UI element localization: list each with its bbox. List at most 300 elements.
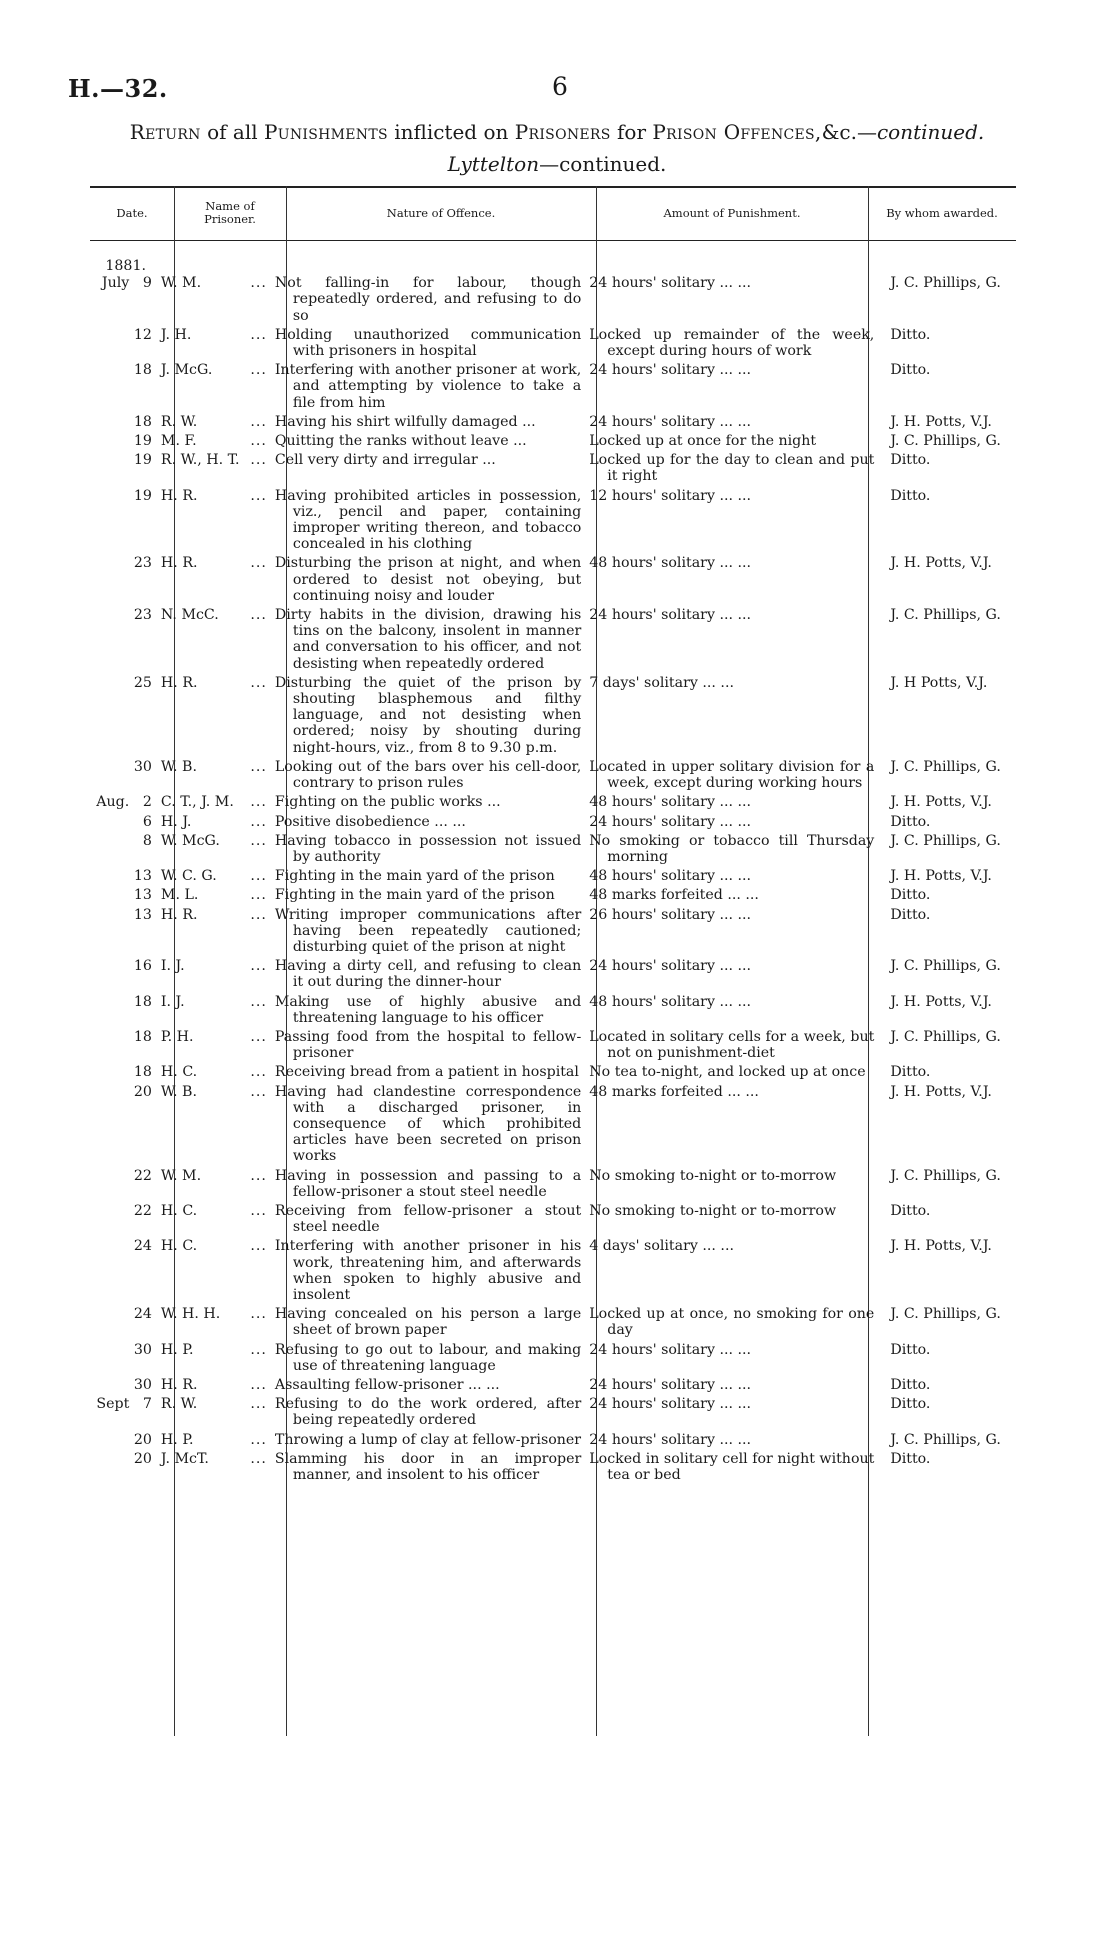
- row-day: 30: [133, 758, 152, 775]
- prisoner-name-text: J. McT.: [160, 1450, 209, 1467]
- row-awarded-by: J. C. Phillips, G.: [890, 832, 1001, 849]
- page-id: H.—32.: [68, 74, 168, 103]
- row-month: Aug.: [96, 794, 130, 811]
- row-prisoner-name: [155, 1451, 271, 1483]
- offence-text: Not falling-in for labour, though repeatedly ordered, and refusing to do so: [274, 275, 582, 324]
- prisoner-name-text: J. McG.: [160, 362, 213, 379]
- row-punishment: Locked in solitary cell for night without tea or bed: [589, 1450, 875, 1484]
- row-offence: [271, 675, 589, 756]
- row-day: 20: [133, 1083, 152, 1100]
- prisoner-name-text: N. McC.: [160, 607, 219, 624]
- row-punishment: No smoking to-night or to-morrow: [589, 1202, 837, 1219]
- prisoner-name-text: M. L.: [160, 887, 199, 904]
- prisoner-name-text: W. B.: [160, 758, 197, 775]
- row-prisoner-name: [155, 1203, 271, 1235]
- row-offence: [271, 327, 589, 359]
- row-day: 16: [133, 958, 152, 975]
- row-punishment: 24 hours' solitary ... ...: [589, 958, 752, 975]
- prisoner-name-text: W. H. H.: [160, 1306, 221, 1323]
- table-row: [90, 994, 1016, 1026]
- row-month: [90, 1168, 132, 1200]
- row-offence: [271, 488, 589, 553]
- offence-text: Quitting the ranks without leave ...: [274, 433, 527, 450]
- row-month: July: [101, 275, 130, 292]
- row-day: 23: [133, 555, 152, 572]
- offence-text: Having his shirt wilfully damaged ...: [274, 413, 536, 430]
- leader-dots: ...: [250, 1083, 267, 1100]
- row-day: 7: [142, 1396, 152, 1413]
- row-prisoner-name: [155, 452, 271, 484]
- document-subtitle: [0, 152, 1114, 176]
- punishments-table: [90, 186, 1016, 1736]
- row-prisoner-name: [155, 1064, 271, 1080]
- row-month: [90, 1306, 132, 1338]
- row-month: [90, 1377, 132, 1393]
- offence-text: Fighting in the main yard of the prison: [274, 868, 555, 885]
- row-punishment: Located in upper solitary division for a week, except during working hours: [589, 758, 875, 792]
- row-punishment: 24 hours' solitary ... ...: [589, 413, 752, 430]
- row-punishment: 48 hours' solitary ... ...: [589, 794, 752, 811]
- prisoner-name-text: P. H.: [160, 1028, 194, 1045]
- prisoner-name-text: W. M.: [160, 1167, 202, 1184]
- row-punishment: Locked up for the day to clean and put it right: [589, 452, 875, 485]
- title-word: inflicted on: [394, 120, 509, 144]
- prisoner-name-text: I. J.: [160, 958, 185, 975]
- leader-dots: ...: [250, 868, 267, 885]
- prisoner-name-text: W. C. G.: [160, 868, 217, 885]
- row-day: 20: [133, 1450, 152, 1467]
- row-punishment: 24 hours' solitary ... ...: [589, 275, 752, 292]
- row-day: 18: [133, 993, 152, 1010]
- row-day: 19: [133, 452, 152, 469]
- row-prisoner-name: [155, 607, 271, 672]
- row-month: [90, 907, 132, 956]
- row-offence: [271, 362, 589, 411]
- table-row: [90, 1084, 1016, 1165]
- table-row: [90, 488, 1016, 553]
- row-offence: [271, 1084, 589, 1165]
- row-prisoner-name: [155, 887, 271, 903]
- table-row: [90, 1064, 1016, 1080]
- row-prisoner-name: [155, 362, 271, 411]
- row-prisoner-name: [155, 759, 271, 791]
- subtitle-place: Lyttelton: [447, 152, 540, 176]
- table-row: [90, 1342, 1016, 1374]
- table-row: [90, 433, 1016, 449]
- leader-dots: ...: [250, 674, 267, 691]
- offence-text: Assaulting fellow-prisoner ... ...: [274, 1377, 500, 1393]
- offence-text: Cell very dirty and irregular ...: [274, 452, 496, 469]
- prisoner-name-text: H. R.: [160, 674, 198, 691]
- row-offence: [271, 452, 589, 484]
- row-punishment: 48 hours' solitary ... ...: [589, 993, 752, 1010]
- leader-dots: ...: [250, 607, 267, 624]
- leader-dots: ...: [250, 958, 267, 975]
- prisoner-name-text: C. T., J. M.: [160, 794, 234, 811]
- row-punishment: No tea to-night, and locked up at once: [589, 1064, 866, 1081]
- row-month: [90, 555, 132, 604]
- table-row: [90, 1029, 1016, 1061]
- row-prisoner-name: [155, 907, 271, 956]
- table-row: [90, 675, 1016, 756]
- row-awarded-by: Ditto.: [890, 487, 931, 504]
- row-day: 30: [133, 1341, 152, 1358]
- leader-dots: ...: [250, 1028, 267, 1045]
- row-prisoner-name: [155, 1306, 271, 1338]
- table-row: [90, 1168, 1016, 1200]
- table-row: [90, 452, 1016, 484]
- row-month: Sept: [96, 1396, 130, 1413]
- row-prisoner-name: [155, 1377, 271, 1393]
- row-awarded-by: J. C. Phillips, G.: [890, 433, 1001, 450]
- row-month: [90, 833, 132, 865]
- row-day: 24: [133, 1238, 152, 1255]
- year-label: 1881.: [105, 258, 146, 274]
- offence-text: Having in possession and passing to a fellow-prisoner a stout steel needle: [274, 1167, 582, 1200]
- row-offence: [271, 1238, 589, 1303]
- row-offence: [271, 555, 589, 604]
- row-awarded-by: J. H. Potts, V.J.: [890, 1083, 992, 1100]
- row-punishment: 26 hours' solitary ... ...: [589, 906, 752, 923]
- row-month: [90, 488, 132, 553]
- title-word: &c.—: [821, 120, 877, 144]
- prisoner-name-text: H. R.: [160, 1377, 198, 1393]
- row-offence: [271, 1432, 589, 1448]
- row-offence: [271, 1306, 589, 1338]
- prisoner-name-text: H. C.: [160, 1202, 198, 1219]
- prisoner-name-text: W. B.: [160, 1083, 197, 1100]
- row-offence: [271, 833, 589, 865]
- row-offence: [271, 794, 589, 810]
- row-day: 18: [133, 362, 152, 379]
- leader-dots: ...: [250, 887, 267, 904]
- leader-dots: ...: [250, 413, 267, 430]
- row-prisoner-name: [155, 433, 271, 449]
- row-prisoner-name: [155, 1396, 271, 1428]
- row-punishment: 24 hours' solitary ... ...: [589, 362, 752, 379]
- row-month: [90, 958, 132, 990]
- row-prisoner-name: [155, 327, 271, 359]
- table-body: [90, 258, 1016, 1486]
- prisoner-name-text: R. W., H. T.: [160, 452, 240, 469]
- row-offence: [271, 1377, 589, 1393]
- header-name: [174, 186, 286, 240]
- row-offence: [271, 1451, 589, 1483]
- table-row: [90, 1451, 1016, 1483]
- row-month: [90, 414, 132, 430]
- offence-text: Refusing to do the work ordered, after being repeatedly ordered: [274, 1396, 582, 1429]
- prisoner-name-text: R. W.: [160, 413, 198, 430]
- header-awarded-by: By whom awarded.: [886, 205, 998, 220]
- row-punishment: 24 hours' solitary ... ...: [589, 1396, 752, 1413]
- row-prisoner-name: [155, 1029, 271, 1061]
- leader-dots: ...: [250, 1238, 267, 1255]
- offence-text: Looking out of the bars over his cell-door, contrary to prison rules: [274, 758, 582, 792]
- row-offence: [271, 275, 589, 324]
- row-punishment: Locked up at once for the night: [589, 433, 817, 450]
- row-offence: [271, 607, 589, 672]
- row-offence: [271, 994, 589, 1026]
- row-day: 25: [133, 674, 152, 691]
- row-punishment: Locked up remainder of the week, except during hours of work: [589, 326, 875, 360]
- row-month: [90, 433, 132, 449]
- offence-text: Interfering with another prisoner in his work, threatening him, and afterwards when spoken to highly abusive and insolent: [274, 1238, 582, 1303]
- table-row: [90, 759, 1016, 791]
- row-month: [90, 1238, 132, 1303]
- row-prisoner-name: [155, 1084, 271, 1165]
- offence-text: Passing food from the hospital to fellow-prisoner: [274, 1028, 582, 1062]
- row-awarded-by: J. C. Phillips, G.: [890, 607, 1001, 624]
- offence-text: Making use of highly abusive and threatening language to his officer: [274, 993, 582, 1026]
- row-offence: [271, 814, 589, 830]
- row-awarded-by: Ditto.: [890, 362, 931, 379]
- row-punishment: No smoking or tobacco till Thursday morning: [589, 832, 875, 865]
- document-title: [0, 120, 1114, 144]
- row-awarded-by: J. H. Potts, V.J.: [890, 993, 992, 1010]
- row-day: 18: [133, 1028, 152, 1045]
- row-punishment: 48 hours' solitary ... ...: [589, 555, 752, 572]
- row-punishment: 24 hours' solitary ... ...: [589, 1431, 752, 1448]
- row-day: 19: [133, 487, 152, 504]
- table-row: [90, 1306, 1016, 1338]
- leader-dots: ...: [250, 555, 267, 572]
- prisoner-name-text: H. J.: [160, 813, 192, 830]
- prisoner-name-text: W. McG.: [160, 832, 220, 849]
- row-month: [90, 887, 132, 903]
- row-punishment: No smoking to-night or to-morrow: [589, 1167, 837, 1184]
- row-offence: [271, 1396, 589, 1428]
- row-offence: [271, 433, 589, 449]
- table-row: [90, 327, 1016, 359]
- leader-dots: ...: [250, 1431, 267, 1448]
- subtitle-rest: —continued.: [539, 152, 667, 176]
- row-punishment: 24 hours' solitary ... ...: [589, 1377, 752, 1393]
- row-day: 22: [133, 1167, 152, 1184]
- leader-dots: ...: [250, 362, 267, 379]
- title-word: for: [617, 120, 647, 144]
- leader-dots: ...: [250, 452, 267, 469]
- table-row: [90, 1396, 1016, 1428]
- offence-text: Fighting on the public works ...: [274, 794, 501, 811]
- leader-dots: ...: [250, 1202, 267, 1219]
- prisoner-name-text: J. H.: [160, 326, 192, 343]
- offence-text: Disturbing the quiet of the prison by shouting blasphemous and filthy language, and not desisting when ordered; noisy by shouting during night-hours, viz., from 8 to 9.30 p.m.: [274, 674, 582, 756]
- row-month: [90, 675, 132, 756]
- prisoner-name-text: H. P.: [160, 1431, 194, 1448]
- row-offence: [271, 887, 589, 903]
- row-month: [90, 607, 132, 672]
- row-awarded-by: J. H. Potts, V.J.: [890, 1238, 992, 1255]
- leader-dots: ...: [250, 813, 267, 830]
- row-punishment: 24 hours' solitary ... ...: [589, 813, 752, 830]
- title-word: Prisoners: [514, 120, 611, 144]
- row-day: 13: [133, 906, 152, 923]
- row-month: [90, 1342, 132, 1374]
- row-month: [90, 1084, 132, 1165]
- row-day: 30: [133, 1377, 152, 1393]
- leader-dots: ...: [250, 1377, 267, 1393]
- row-prisoner-name: [155, 833, 271, 865]
- table-row: [90, 607, 1016, 672]
- row-prisoner-name: [155, 1238, 271, 1303]
- row-prisoner-name: [155, 488, 271, 553]
- row-prisoner-name: [155, 958, 271, 990]
- row-offence: [271, 1029, 589, 1061]
- table-row: [90, 958, 1016, 990]
- row-day: 8: [142, 832, 152, 849]
- row-prisoner-name: [155, 555, 271, 604]
- row-month: [90, 994, 132, 1026]
- row-offence: [271, 414, 589, 430]
- leader-dots: ...: [250, 832, 267, 849]
- header-offence: Nature of Offence.: [386, 205, 496, 220]
- row-prisoner-name: [155, 1342, 271, 1374]
- row-awarded-by: J. C. Phillips, G.: [890, 1167, 1001, 1184]
- row-month: [90, 759, 132, 791]
- row-day: 18: [133, 413, 152, 430]
- row-punishment: 48 hours' solitary ... ...: [589, 868, 752, 885]
- row-day: 12: [133, 326, 152, 343]
- row-awarded-by: J. H. Potts, V.J.: [890, 868, 992, 885]
- leader-dots: ...: [250, 1306, 267, 1323]
- row-month: [90, 1432, 132, 1448]
- offence-text: Positive disobedience ... ...: [274, 813, 466, 830]
- row-awarded-by: Ditto.: [890, 1341, 931, 1358]
- leader-dots: ...: [250, 1396, 267, 1413]
- year-row: [90, 258, 1016, 274]
- row-month: [90, 327, 132, 359]
- header-name-label: Name of Prisoner.: [204, 199, 256, 226]
- offence-text: Receiving bread from a patient in hospital: [274, 1064, 579, 1081]
- row-punishment: 12 hours' solitary ... ...: [589, 487, 752, 504]
- offence-text: Receiving from fellow-prisoner a stout steel needle: [274, 1202, 582, 1236]
- row-day: 9: [142, 275, 152, 292]
- row-day: 23: [133, 607, 152, 624]
- row-month: [90, 868, 132, 884]
- offence-text: Refusing to go out to labour, and making use of threatening language: [274, 1341, 582, 1374]
- row-day: 24: [133, 1306, 152, 1323]
- row-awarded-by: J. C. Phillips, G.: [890, 1431, 1001, 1448]
- table-row: [90, 833, 1016, 865]
- prisoner-name-text: H. C.: [160, 1064, 198, 1081]
- offence-text: Having had clandestine correspondence with a discharged prisoner, in consequence of which prohibited articles have been secreted on prison works: [274, 1083, 582, 1165]
- row-awarded-by: Ditto.: [890, 1064, 931, 1081]
- table-row: [90, 1238, 1016, 1303]
- row-offence: [271, 1203, 589, 1235]
- table-row: [90, 414, 1016, 430]
- table-row: [90, 555, 1016, 604]
- header-amount: Amount of Punishment.: [663, 205, 801, 220]
- row-awarded-by: Ditto.: [890, 1202, 931, 1219]
- offence-text: Fighting in the main yard of the prison: [274, 887, 555, 904]
- title-word: of all: [207, 120, 258, 144]
- row-prisoner-name: [155, 868, 271, 884]
- row-punishment: Locked up at once, no smoking for one day: [589, 1306, 875, 1339]
- row-month: [90, 452, 132, 484]
- leader-dots: ...: [250, 275, 267, 292]
- title-word: continued.: [876, 120, 985, 144]
- row-awarded-by: Ditto.: [890, 1450, 931, 1467]
- offence-text: Interfering with another prisoner at work, and attempting by violence to take a file from him: [274, 362, 582, 411]
- table-row: [90, 794, 1016, 810]
- prisoner-name-text: W. M.: [160, 275, 202, 292]
- offence-text: Slamming his door in an improper manner, and insolent to his officer: [274, 1450, 582, 1484]
- prisoner-name-text: R. W.: [160, 1396, 198, 1413]
- row-prisoner-name: [155, 675, 271, 756]
- row-offence: [271, 907, 589, 956]
- prisoner-name-text: M. F.: [160, 433, 197, 450]
- prisoner-name-text: H. P.: [160, 1341, 194, 1358]
- offence-text: Dirty habits in the division, drawing his tins on the balcony, insolent in manner and conversation to his officer, and not desisting when repeatedly ordered: [274, 607, 582, 672]
- offence-text: Disturbing the prison at night, and when ordered to desist not obeying, but continuing noisy and louder: [274, 555, 582, 604]
- leader-dots: ...: [250, 1450, 267, 1467]
- row-awarded-by: J. H. Potts, V.J.: [890, 413, 992, 430]
- row-awarded-by: J. H. Potts, V.J.: [890, 794, 992, 811]
- row-awarded-by: J. H Potts, V.J.: [890, 674, 988, 691]
- row-month: [90, 1029, 132, 1061]
- leader-dots: ...: [250, 1341, 267, 1358]
- row-awarded-by: Ditto.: [890, 906, 931, 923]
- header-rule: [90, 240, 1016, 241]
- row-day: 13: [133, 887, 152, 904]
- title-word: Punishments: [263, 120, 388, 144]
- page-number: 6: [552, 72, 568, 101]
- row-offence: [271, 1064, 589, 1080]
- table-row: [90, 1377, 1016, 1393]
- offence-text: Having concealed on his person a large sheet of brown paper: [274, 1306, 582, 1339]
- row-prisoner-name: [155, 275, 271, 324]
- row-day: 2: [142, 794, 152, 811]
- leader-dots: ...: [250, 906, 267, 923]
- row-awarded-by: Ditto.: [890, 1396, 931, 1413]
- row-awarded-by: Ditto.: [890, 326, 931, 343]
- row-punishment: 48 marks forfeited ... ...: [589, 887, 759, 904]
- row-month: [90, 1203, 132, 1235]
- title-word: Prison Offences,: [652, 120, 822, 144]
- row-day: 19: [133, 433, 152, 450]
- leader-dots: ...: [250, 993, 267, 1010]
- row-month: [90, 362, 132, 411]
- row-offence: [271, 958, 589, 990]
- prisoner-name-text: H. R.: [160, 555, 198, 572]
- row-awarded-by: Ditto.: [890, 887, 931, 904]
- row-awarded-by: J. C. Phillips, G.: [890, 958, 1001, 975]
- row-day: 22: [133, 1202, 152, 1219]
- row-prisoner-name: [155, 994, 271, 1026]
- table-row: [90, 907, 1016, 956]
- row-month: [90, 1064, 132, 1080]
- prisoner-name-text: H. R.: [160, 906, 198, 923]
- row-punishment: 24 hours' solitary ... ...: [589, 1341, 752, 1358]
- row-awarded-by: Ditto.: [890, 1377, 931, 1393]
- leader-dots: ...: [250, 326, 267, 343]
- prisoner-name-text: I. J.: [160, 993, 185, 1010]
- row-day: 13: [133, 868, 152, 885]
- row-awarded-by: J. C. Phillips, G.: [890, 275, 1001, 292]
- table-row: [90, 868, 1016, 884]
- table-row: [90, 814, 1016, 830]
- table-row: [90, 887, 1016, 903]
- offence-text: Having a dirty cell, and refusing to clean it out during the dinner-hour: [274, 958, 582, 991]
- leader-dots: ...: [250, 1064, 267, 1081]
- offence-text: Writing improper communications after having been repeatedly cautioned; disturbing quiet of the prison at night: [274, 906, 582, 955]
- row-awarded-by: J. C. Phillips, G.: [890, 1306, 1001, 1323]
- row-punishment: 24 hours' solitary ... ...: [589, 607, 752, 624]
- row-punishment: Located in solitary cells for a week, but not on punishment-diet: [589, 1028, 875, 1062]
- leader-dots: ...: [250, 758, 267, 775]
- row-awarded-by: J. H. Potts, V.J.: [890, 555, 992, 572]
- row-punishment: 4 days' solitary ... ...: [589, 1238, 734, 1255]
